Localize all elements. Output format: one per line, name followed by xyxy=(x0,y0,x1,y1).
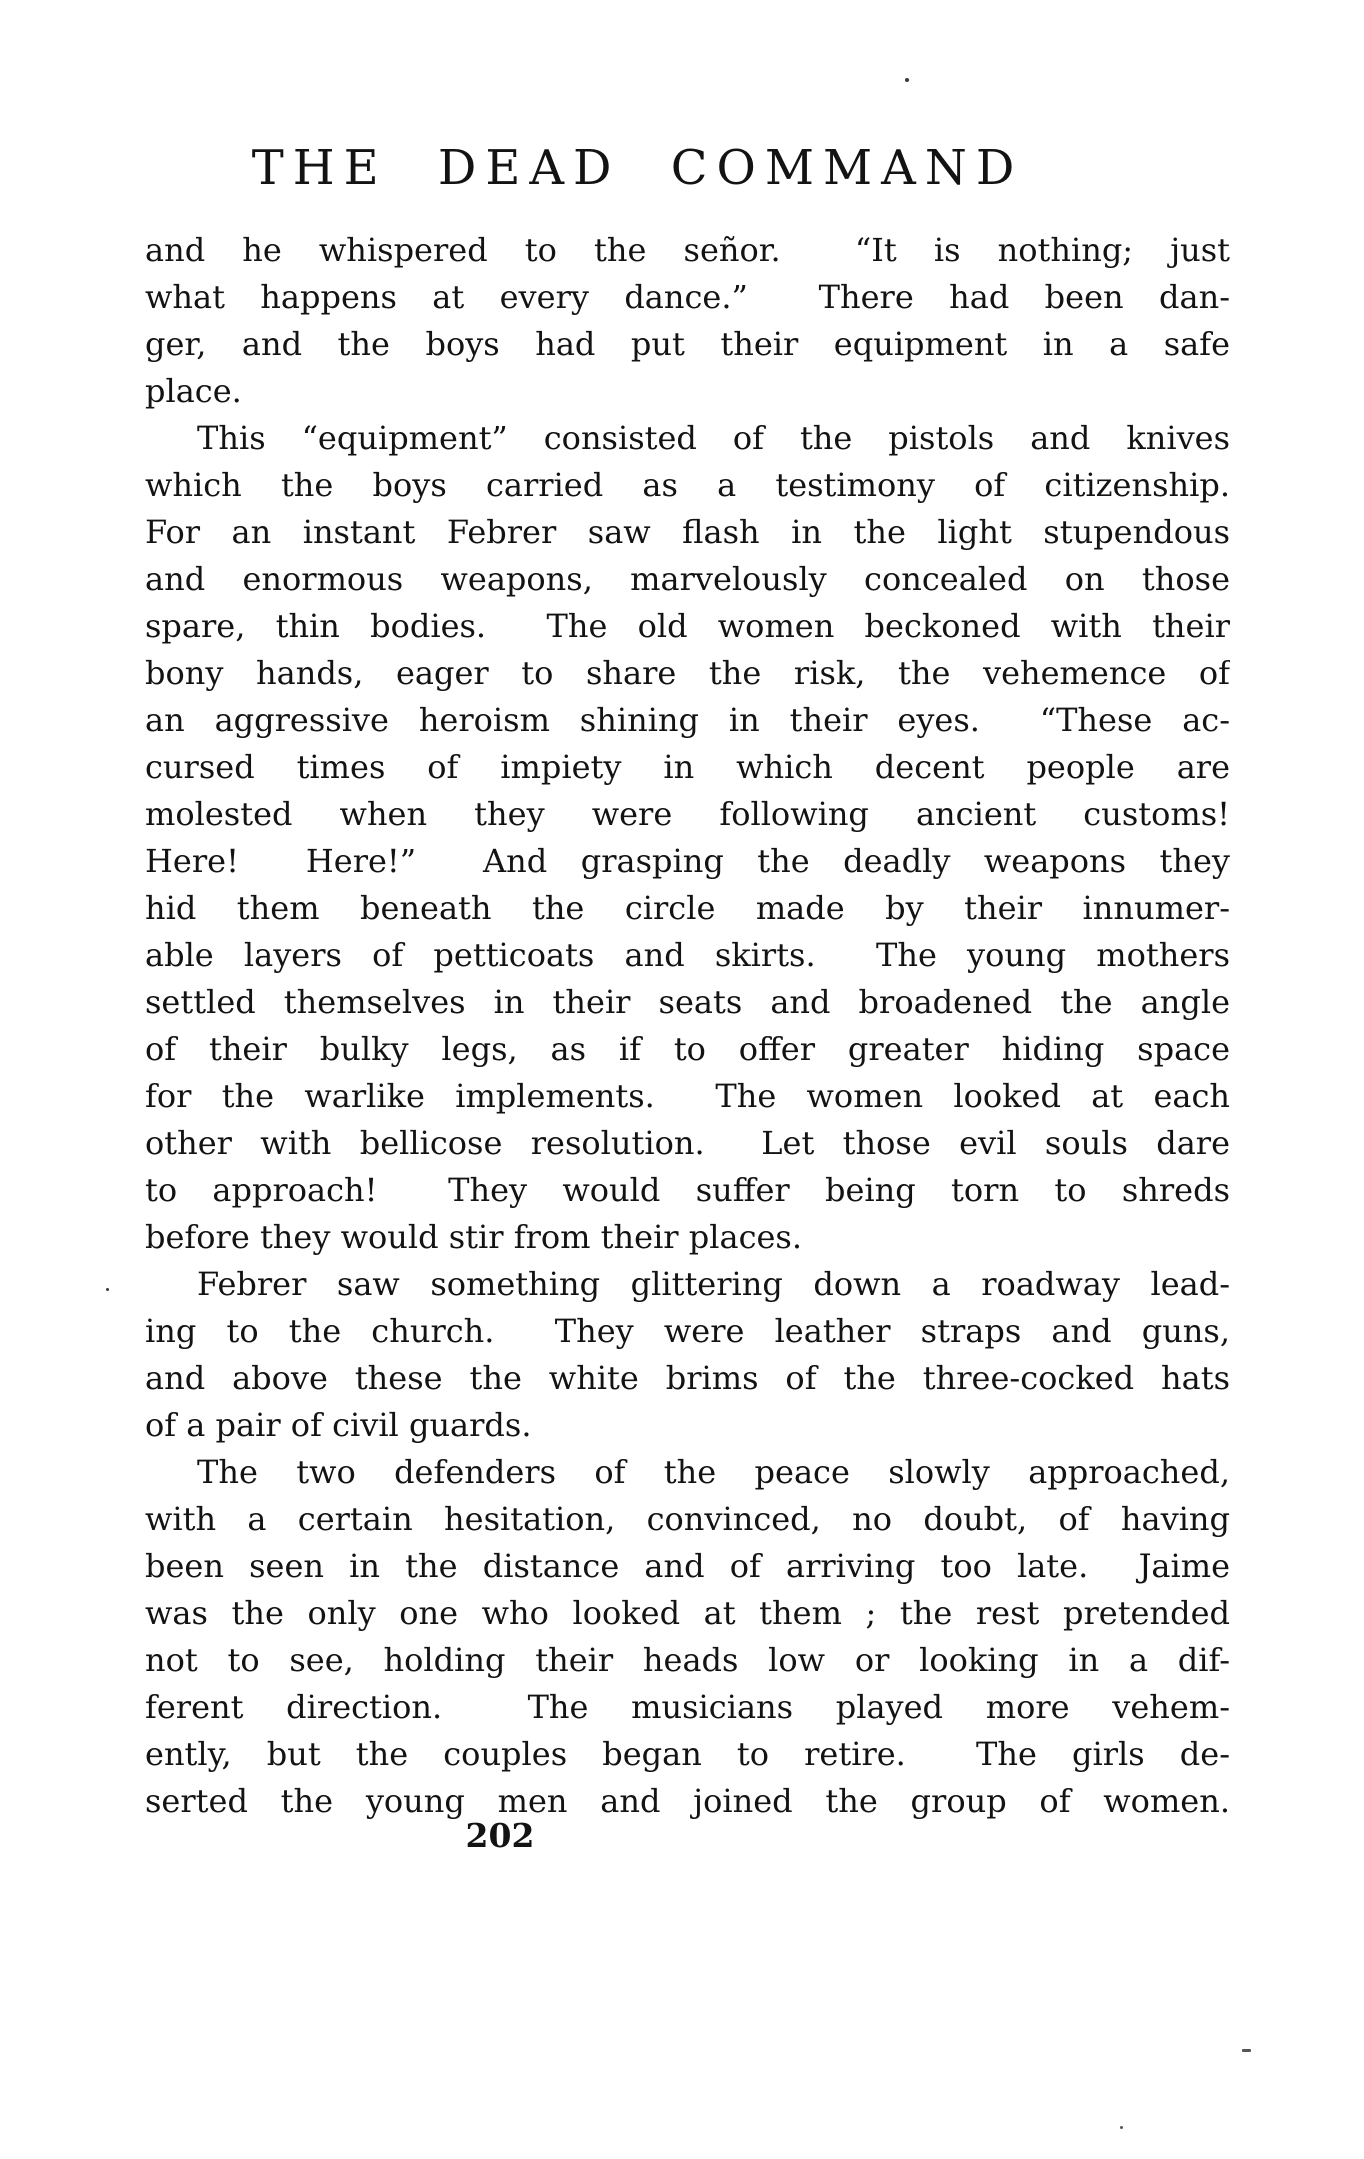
text-line: with a certain hesitation, convinced, no doubt, of having xyxy=(145,1500,1230,1538)
text-line: not to see, holding their heads low or looking in a dif- xyxy=(145,1641,1230,1679)
text-line: to approach! They would suffer being torn to shreds xyxy=(145,1171,1230,1209)
text-line: For an instant Febrer saw flash in the light stupendous xyxy=(145,513,1230,551)
text-line: spare, thin bodies. The old women beckoned with their xyxy=(145,607,1230,645)
text-line: was the only one who looked at them ; the rest pretended xyxy=(145,1594,1230,1632)
text-line: other with bellicose resolution. Let those evil souls dare xyxy=(145,1124,1230,1162)
running-head: THE DEAD COMMAND xyxy=(251,140,1024,196)
scan-speck xyxy=(905,78,909,82)
text-line: of their bulky legs, as if to offer greater hiding space xyxy=(145,1030,1230,1068)
text-line: ger, and the boys had put their equipment in a safe xyxy=(145,325,1230,363)
text-line: Here! Here!” And grasping the deadly weapons they xyxy=(145,842,1230,880)
text-line: an aggressive heroism shining in their eyes. “These ac- xyxy=(145,701,1230,739)
scan-speck xyxy=(1120,2126,1123,2129)
text-column xyxy=(145,227,1230,1825)
text-line: Febrer saw something glittering down a roadway lead- xyxy=(197,1265,1230,1303)
text-line: ferent direction. The musicians played more vehem- xyxy=(145,1688,1230,1726)
text-line: of a pair of civil guards. xyxy=(145,1406,532,1444)
text-line: molested when they were following ancient customs! xyxy=(145,795,1230,833)
scan-speck xyxy=(1242,2049,1251,2052)
page-number: 202 xyxy=(465,1816,535,1855)
text-line: which the boys carried as a testimony of citizenship. xyxy=(145,466,1230,504)
text-line: hid them beneath the circle made by their innumer- xyxy=(145,889,1230,927)
text-line: ently, but the couples began to retire. The girls de- xyxy=(145,1735,1230,1773)
text-line: been seen in the distance and of arriving too late. Jaime xyxy=(145,1547,1230,1585)
text-line: cursed times of impiety in which decent people are xyxy=(145,748,1230,786)
text-line: and above these the white brims of the three-cocked hats xyxy=(145,1359,1230,1397)
text-line: The two defenders of the peace slowly approached, xyxy=(197,1453,1230,1491)
text-line: and enormous weapons, marvelously concealed on those xyxy=(145,560,1230,598)
text-line: and he whispered to the señor. “It is nothing; just xyxy=(145,231,1230,269)
text-line: ing to the church. They were leather straps and guns, xyxy=(145,1312,1230,1350)
text-line: before they would stir from their places. xyxy=(145,1218,803,1256)
text-line: what happens at every dance.” There had been dan- xyxy=(145,278,1230,316)
scan-speck xyxy=(106,1288,109,1291)
text-line: place. xyxy=(145,372,242,410)
text-line: for the warlike implements. The women looked at each xyxy=(145,1077,1230,1115)
text-line: able layers of petticoats and skirts. The young mothers xyxy=(145,936,1230,974)
text-line: bony hands, eager to share the risk, the vehemence of xyxy=(145,654,1230,692)
text-line: settled themselves in their seats and broadened the angle xyxy=(145,983,1230,1021)
text-line: serted the young men and joined the group of women. xyxy=(145,1782,1230,1820)
text-line: This “equipment” consisted of the pistols and knives xyxy=(197,419,1230,457)
